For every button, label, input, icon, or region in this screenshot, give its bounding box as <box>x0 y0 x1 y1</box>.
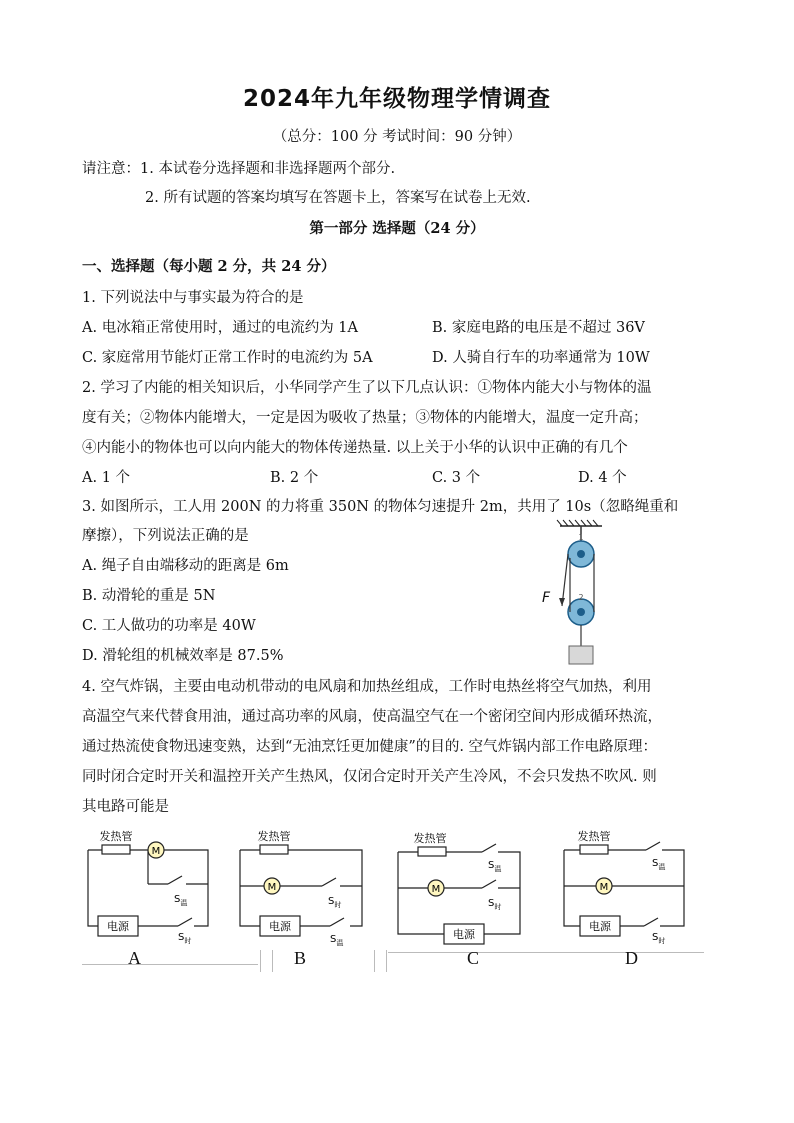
q3-option-d: D. 滑轮组的机械效率是 87.5% <box>82 648 284 664</box>
divider <box>374 950 375 972</box>
switch-d-shi: $S_时$ <box>652 932 666 945</box>
q4-line-1: 4. 空气炸锅，主要由电动机带动的电风扇和加热丝组成，工作时电热丝将空气加热，利用 <box>82 679 652 695</box>
q2-line-3: ④内能小的物体也可以向内能大的物体传递热量. 以上关于小华的认识中正确的有几个 <box>82 440 628 456</box>
switch-c-wen: $S_温$ <box>488 860 502 873</box>
q2-option-c: C. 3 个 <box>432 470 481 486</box>
q2-option-a: A. 1 个 <box>82 470 131 486</box>
fixed-pulley <box>568 533 594 567</box>
divider <box>272 950 273 972</box>
source-b-label: 电源 <box>269 920 291 933</box>
q3-option-a: A. 绳子自由端移动的距离是 6m <box>82 558 289 574</box>
pulley-1-label: 1 <box>578 533 584 542</box>
q1-option-b: B. 家庭电路的电压是不超过 36V <box>432 320 645 336</box>
q1-stem: 1. 下列说法中与事实最为符合的是 <box>82 290 304 306</box>
circuit-label-a: A <box>128 948 141 968</box>
force-label: F <box>542 590 551 606</box>
q1-option-a: A. 电冰箱正常使用时，通过的电流约为 1A <box>82 320 358 336</box>
circuit-label-c: C <box>467 948 480 968</box>
source-d-label: 电源 <box>589 920 611 933</box>
source-c-label: 电源 <box>453 928 475 941</box>
q3-option-b: B. 动滑轮的重是 5N <box>82 588 216 604</box>
circuit-d <box>556 824 692 948</box>
notice-line-2: 2. 所有试题的答案均填写在答题卡上，答案写在试卷上无效. <box>145 190 531 206</box>
switch-a-shi: $S_时$ <box>178 932 192 945</box>
motor-d-label: M <box>599 882 609 893</box>
q2-line-2: 度有关；②物体内能增大，一定是因为吸收了热量；③物体的内能增大，温度一定升高； <box>82 410 648 426</box>
heater-c-label: 发热管 <box>413 832 447 845</box>
q1-option-d: D. 人骑自行车的功率通常为 10W <box>432 350 650 366</box>
part-heading: 第一部分 选择题（24 分） <box>309 220 485 237</box>
q4-line-4: 同时闭合定时开关和温控开关产生热风，仅闭合定时开关产生冷风，不会只发热不吹风. 则 <box>82 769 657 785</box>
q1-option-c: C. 家庭常用节能灯正常工作时的电流约为 5A <box>82 350 373 366</box>
notice-line-1: 请注意：1. 本试卷分选择题和非选择题两个部分. <box>82 161 396 177</box>
q3-line-1: 3. 如图所示，工人用 200N 的力将重 350N 的物体匀速提升 2m，共用了 10s（忽略绳重和 <box>82 499 679 515</box>
motor-b-label: M <box>267 882 277 893</box>
circuit-label-d: D <box>625 948 638 968</box>
force-arrow <box>559 598 565 606</box>
divider <box>260 950 261 972</box>
switch-a-wen: $S_温$ <box>174 894 188 907</box>
q3-line-2: 摩擦），下列说法正确的是 <box>82 528 249 544</box>
circuit-b <box>234 824 370 948</box>
switch-d-wen: $S_温$ <box>652 858 666 871</box>
q4-line-5: 其电路可能是 <box>82 799 169 815</box>
switch-b-wen: $S_温$ <box>330 934 344 947</box>
circuit-c <box>392 824 528 948</box>
movable-pulley <box>568 593 594 625</box>
motor-a-label: M <box>151 846 161 857</box>
page-title: 2024年九年级物理学情调查 <box>242 86 551 112</box>
circuit-label-row <box>82 950 704 970</box>
motor-c-label: M <box>431 884 441 895</box>
q2-option-b: B. 2 个 <box>270 470 319 486</box>
weight-block <box>569 646 593 664</box>
exam-info: （总分：100 分 考试时间：90 分钟） <box>272 129 522 145</box>
q3-option-c: C. 工人做功的功率是 40W <box>82 618 256 634</box>
circuit-a <box>80 824 216 948</box>
divider <box>386 950 387 972</box>
circuit-label-b: B <box>294 948 307 968</box>
heater-a-label: 发热管 <box>99 830 133 843</box>
heater-b-label: 发热管 <box>257 830 291 843</box>
switch-c-shi: $S_时$ <box>488 898 502 911</box>
ceiling <box>557 520 602 526</box>
pulley-2-label: 2 <box>578 593 584 602</box>
divider <box>82 964 258 965</box>
q2-option-d: D. 4 个 <box>578 470 627 486</box>
switch-b-shi: $S_时$ <box>328 896 342 909</box>
q2-line-1: 2. 学习了内能的相关知识后，小华同学产生了以下几点认识：①物体内能大小与物体的温 <box>82 380 652 396</box>
divider <box>388 952 704 953</box>
q4-line-2: 高温空气来代替食用油，通过高功率的风扇，使高温空气在一个密闭空间内形成循环热流， <box>82 709 662 725</box>
section-heading: 一、选择题（每小题 2 分，共 24 分） <box>82 258 336 275</box>
pulley-figure <box>528 518 608 670</box>
q4-line-3: 通过热流使食物迅速变熟，达到“无油烹饪更加健康”的目的. 空气炸锅内部工作电路原理： <box>82 739 658 755</box>
source-a-label: 电源 <box>107 920 129 933</box>
heater-d-label: 发热管 <box>577 830 611 843</box>
